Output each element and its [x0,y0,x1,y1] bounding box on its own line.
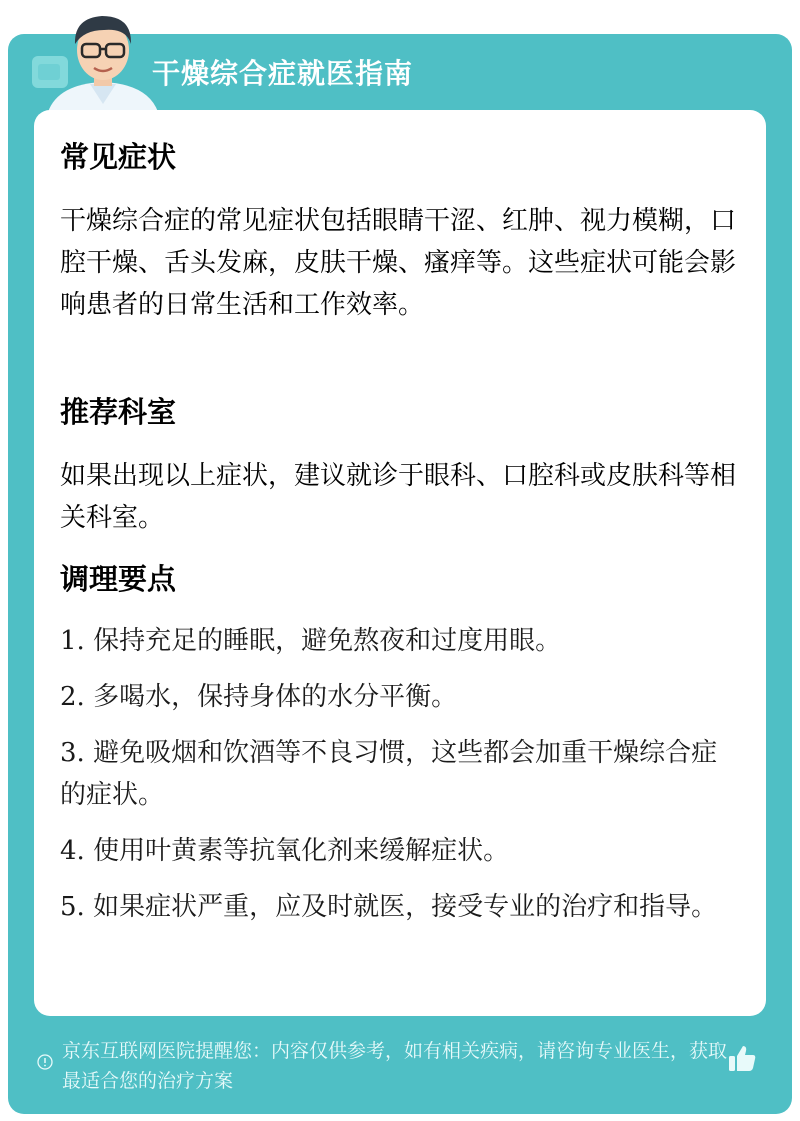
section-title-department: 推荐科室 [60,395,177,429]
list-item-number: 5. [60,892,85,922]
list-item-number: 1. [60,626,85,656]
list-item [60,676,740,718]
section-title-symptoms: 常见症状 [60,140,177,174]
list-item-text: 使用叶黄素等抗氧化剂来缓解症状。 [93,836,510,866]
thumbs-up-icon[interactable] [726,1042,758,1074]
list-item [60,830,740,872]
list-item-number: 4. [60,836,85,866]
info-icon [37,1054,53,1070]
list-item-text: 多喝水，保持身体的水分平衡。 [93,682,458,712]
list-item-number: 2. [60,682,85,712]
care-list [60,620,740,942]
section-body-department: 如果出现以上症状，建议就诊于眼科、口腔科或皮肤科等相关科室。 [60,461,737,533]
list-item-text: 避免吸烟和饮酒等不良习惯，这些都会加重干燥综合症的症状。 [60,738,718,810]
page-title: 干燥综合症就医指南 [152,57,414,90]
section-body-symptoms: 干燥综合症的常见症状包括眼睛干涩、红肿、视力模糊，口腔干燥、舌头发麻，皮肤干燥、瘙痒等。这些症状可能会影响患者的日常生活和工作效率。 [60,206,737,320]
list-item [60,620,740,662]
list-item-text: 如果症状严重，应及时就医，接受专业的治疗和指导。 [93,892,718,922]
footer-notice: 京东互联网医院提醒您：内容仅供参考，如有相关疾病，请咨询专业医生，获取最适合您的治疗方案 [62,1040,728,1092]
list-item-text: 保持充足的睡眠，避免熬夜和过度用眼。 [93,626,562,656]
list-item [60,886,740,928]
list-item-number: 3. [60,738,85,768]
list-item [60,732,740,816]
section-title-care: 调理要点 [60,562,177,596]
